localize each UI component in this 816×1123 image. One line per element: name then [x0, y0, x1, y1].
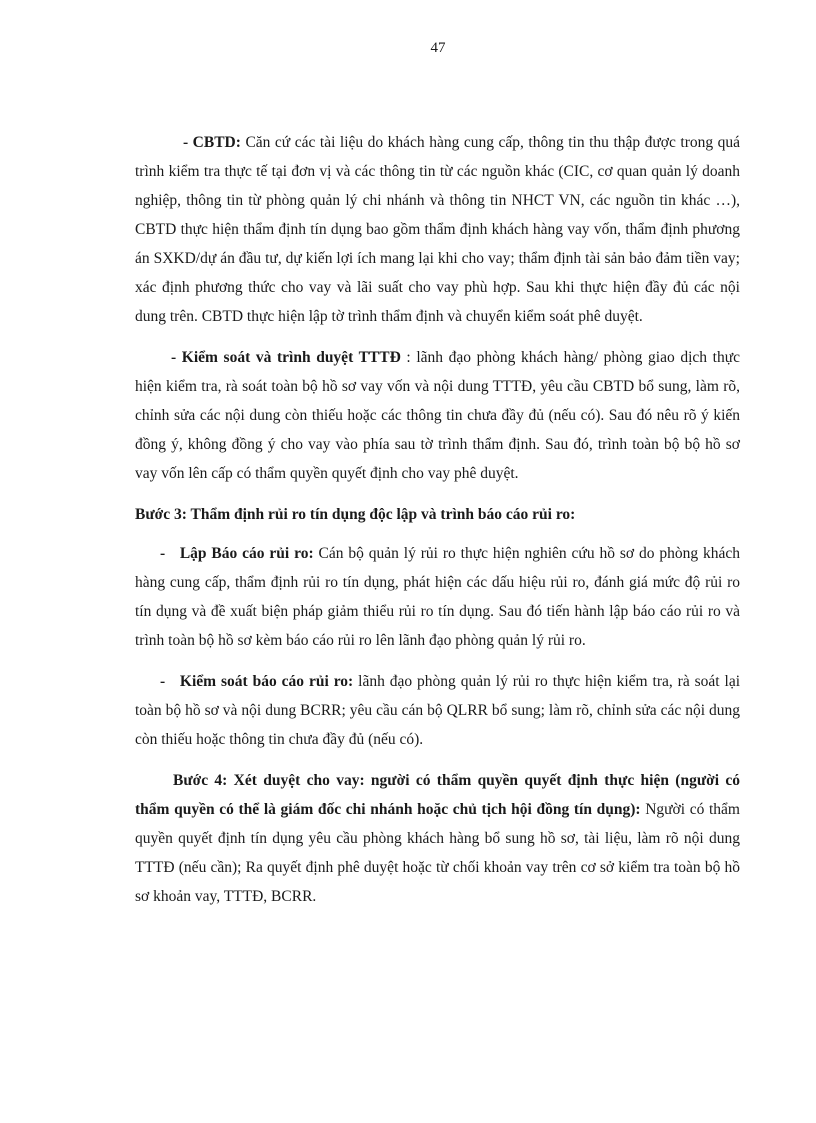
paragraph-kiem-soat-tttd	[135, 343, 740, 488]
paragraph-lead: - Kiểm soát báo cáo rủi ro:	[160, 673, 354, 690]
paragraph-text: Căn cứ các tài liệu do khách hàng cung cấp, thông tin thu thập được trong quá trình kiểm tra thực tế tại đơn vị và các thông tin từ các nguồn khác (CIC, cơ quan quản lý doanh nghiệp, thông tin từ phòng quản lý chi nhánh và thông tin NHCT VN, các nguồn tin khác …), CBTD thực hiện thẩm định tín dụng bao gồm thẩm định khách hàng vay vốn, thẩm định phương án SXKD/dự án đầu tư, dự kiến lợi ích mang lại khi cho vay; thẩm định tài sản bảo đảm tiền vay; xác định phương thức cho vay và lãi suất cho vay phù hợp. Sau khi thực hiện đầy đủ các nội dung trên. CBTD thực hiện lập tờ trình thẩm định và chuyển kiểm soát phê duyệt.	[135, 134, 741, 325]
paragraph-text: Cán bộ quản lý rủi ro thực hiện nghiên cứu hồ sơ do phòng khách hàng cung cấp, thẩm định rủi ro tín dụng, phát hiện các dấu hiệu rủi ro, đánh giá mức độ rủi ro tín dụng và đề xuất biện pháp giảm thiểu rủi ro tín dụng. Sau đó tiến hành lập báo cáo rủi ro và trình toàn bộ hồ sơ kèm báo cáo rủi ro lên lãnh đạo phòng quản lý rủi ro.	[135, 545, 741, 649]
paragraph-lead: Bước 4: Xét duyệt cho vay: người có thẩm quyền quyết định thực hiện (người có thẩm quyền có thể là giám đốc chi nhánh hoặc chủ tịch hội đồng tín dụng):	[135, 772, 740, 818]
paragraph-text: lãnh đạo phòng quản lý rủi ro thực hiện kiểm tra, rà soát lại toàn bộ hồ sơ và nội dung BCRR; yêu cầu cán bộ QLRR bổ sung; làm rõ, chỉnh sửa các nội dung còn thiếu hoặc thông tin chưa đầy đủ (nếu có).	[135, 673, 741, 748]
document-body	[135, 128, 740, 923]
heading-text: Bước 3: Thẩm định rủi ro tín dụng độc lập và trình báo cáo rủi ro:	[135, 506, 576, 523]
heading-buoc-3	[135, 500, 740, 529]
paragraph-lead: - CBTD:	[183, 134, 241, 151]
paragraph-text: : lãnh đạo phòng khách hàng/ phòng giao dịch thực hiện kiểm tra, rà soát toàn bộ hồ sơ vay vốn và nội dung TTTĐ, yêu cầu CBTD bổ sung, làm rõ, chỉnh sửa các nội dung còn thiếu hoặc các thông tin chưa đầy đủ (nếu có). Sau đó nêu rõ ý kiến đồng ý, không đồng ý cho vay vào phía sau tờ trình thẩm định. Sau đó, trình toàn bộ bộ hồ sơ vay vốn lên cấp có thẩm quyền quyết định cho vay phê duyệt.	[135, 349, 740, 482]
paragraph-lead: - Lập Báo cáo rủi ro:	[160, 545, 314, 562]
paragraph-lap-bao-cao	[135, 539, 740, 655]
paragraph-kiem-soat-bao-cao	[135, 667, 740, 754]
paragraph-cbtd	[135, 128, 740, 331]
page-number: 47	[430, 40, 446, 56]
paragraph-buoc-4	[135, 766, 740, 911]
paragraph-lead: - Kiểm soát và trình duyệt TTTĐ	[171, 349, 401, 366]
paragraph-text: Người có thẩm quyền quyết định tín dụng yêu cầu phòng khách hàng bổ sung hồ sơ, tài liệu, làm rõ nội dung TTTĐ (nếu cần); Ra quyết định phê duyệt hoặc từ chối khoản vay trên cơ sở kiểm tra toàn bộ hồ sơ khoản vay, TTTĐ, BCRR.	[135, 801, 740, 905]
